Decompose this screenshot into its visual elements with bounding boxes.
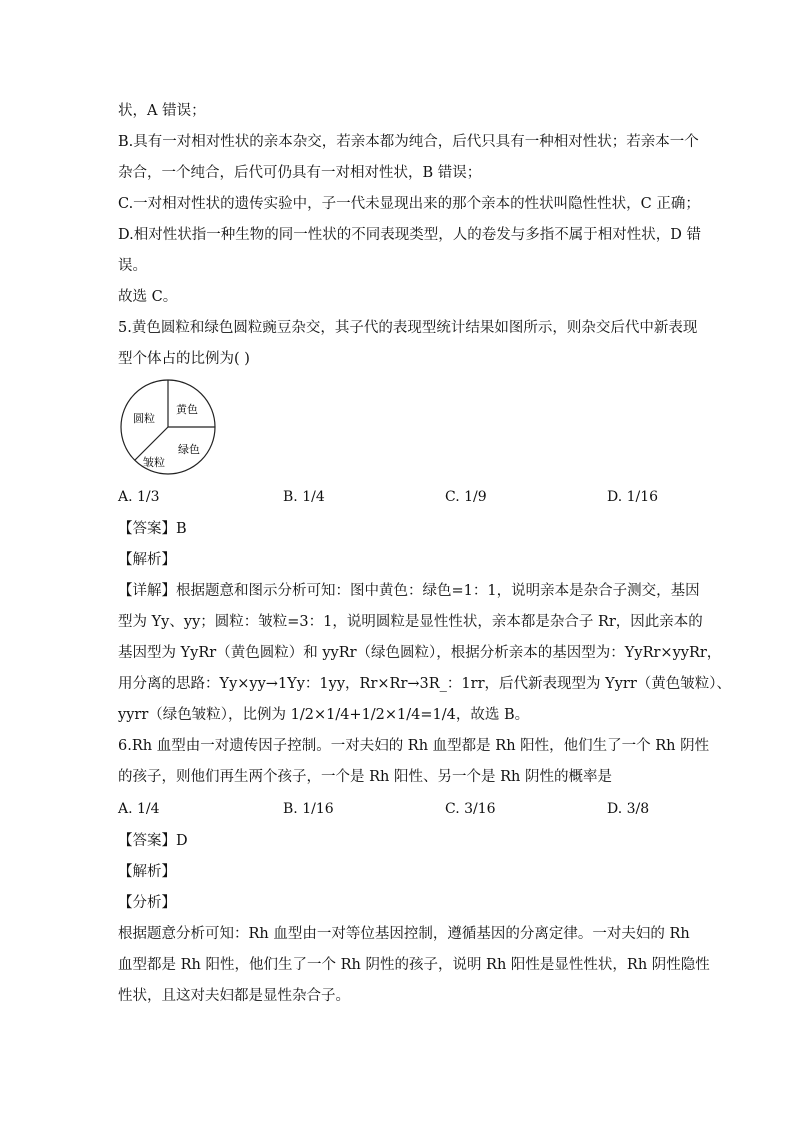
text-line: 用分离的思路：Yy×yy→1Yy：1yy，Rr×Rr→3R_：1rr，后代新表现型为 Yyrr（黄色皱粒）、 — [118, 676, 732, 692]
text-line: 基因型为 YyRr（黄色圆粒）和 yyRr（绿色圆粒），根据分析亲本的基因型为：YyRr×yyRr， — [118, 645, 722, 661]
text-line: 故选 C。 — [118, 289, 178, 305]
pie-label-yellow: 黄色 — [176, 403, 198, 416]
text-line: 性状，且这对夫妇都是显性杂合子。 — [118, 988, 350, 1004]
q5-option-b: B. 1/4 — [283, 489, 325, 505]
q6-analysis-heading: 【解析】 — [118, 864, 176, 880]
phenotype-pie-chart — [118, 377, 220, 477]
text-line: D.相对性状指一种生物的同一性状的不同表现类型，人的卷发与多指不属于相对性状，D 错 — [118, 227, 701, 243]
q5-answer: 【答案】B — [118, 521, 187, 537]
text-line: yyrr（绿色皱粒），比例为 1/2×1/4+1/2×1/4=1/4，故选 B。 — [118, 707, 530, 723]
question-5-stem: 5.黄色圆粒和绿色圆粒豌豆杂交，其子代的表现型统计结果如图所示，则杂交后代中新表现 — [118, 320, 698, 336]
pie-label-green: 绿色 — [178, 443, 200, 456]
q5-analysis-heading: 【解析】 — [118, 552, 176, 568]
question-6-stem: 的孩子，则他们再生两个孩子，一个是 Rh 阳性、另一个是 Rh 阴性的概率是 — [118, 769, 612, 785]
question-5-stem: 型个体占的比例为( ) — [118, 351, 250, 367]
q5-option-d: D. 1/16 — [607, 489, 659, 505]
text-line: 杂合，一个纯合，后代可仍具有一对相对性状，B 错误； — [118, 165, 482, 181]
q6-answer: 【答案】D — [118, 833, 188, 849]
text-line: 【详解】根据题意和图示分析可知：图中黄色：绿色=1：1，说明亲本是杂合子测交，基因 — [118, 583, 700, 599]
q6-analysis-subheading: 【分析】 — [118, 895, 176, 911]
q5-option-a: A. 1/3 — [118, 489, 160, 505]
q6-option-a: A. 1/4 — [118, 801, 160, 817]
question-6-stem: 6.Rh 血型由一对遗传因子控制。一对夫妇的 Rh 血型都是 Rh 阳性，他们生了一个 Rh 阴性 — [118, 738, 710, 754]
q6-option-d: D. 3/8 — [607, 801, 650, 817]
text-line: C.一对相对性状的遗传实验中，子一代未显现出来的那个亲本的性状叫隐性性状，C 正确； — [118, 196, 700, 212]
text-line: B.具有一对相对性状的亲本杂交，若亲本都为纯合，后代只具有一种相对性状；若亲本一个 — [118, 134, 699, 150]
q6-option-b: B. 1/16 — [283, 801, 334, 817]
text-line: 根据题意分析可知：Rh 血型由一对等位基因控制，遵循基因的分离定律。一对夫妇的 Rh — [118, 926, 690, 942]
text-line: 状，A 错误； — [118, 103, 206, 119]
text-line: 型为 Yy、yy；圆粒：皱粒=3：1，说明圆粒是显性性状，亲本都是杂合子 Rr，因此亲本的 — [118, 614, 703, 630]
pie-label-wrinkled: 皱粒 — [143, 456, 165, 469]
text-line: 误。 — [118, 258, 147, 274]
pie-label-round: 圆粒 — [133, 412, 155, 425]
q5-option-c: C. 1/9 — [445, 489, 487, 505]
text-line: 血型都是 Rh 阳性，他们生了一个 Rh 阴性的孩子，说明 Rh 阳性是显性性状，Rh 阴性隐性 — [118, 957, 710, 973]
q6-option-c: C. 3/16 — [445, 801, 496, 817]
